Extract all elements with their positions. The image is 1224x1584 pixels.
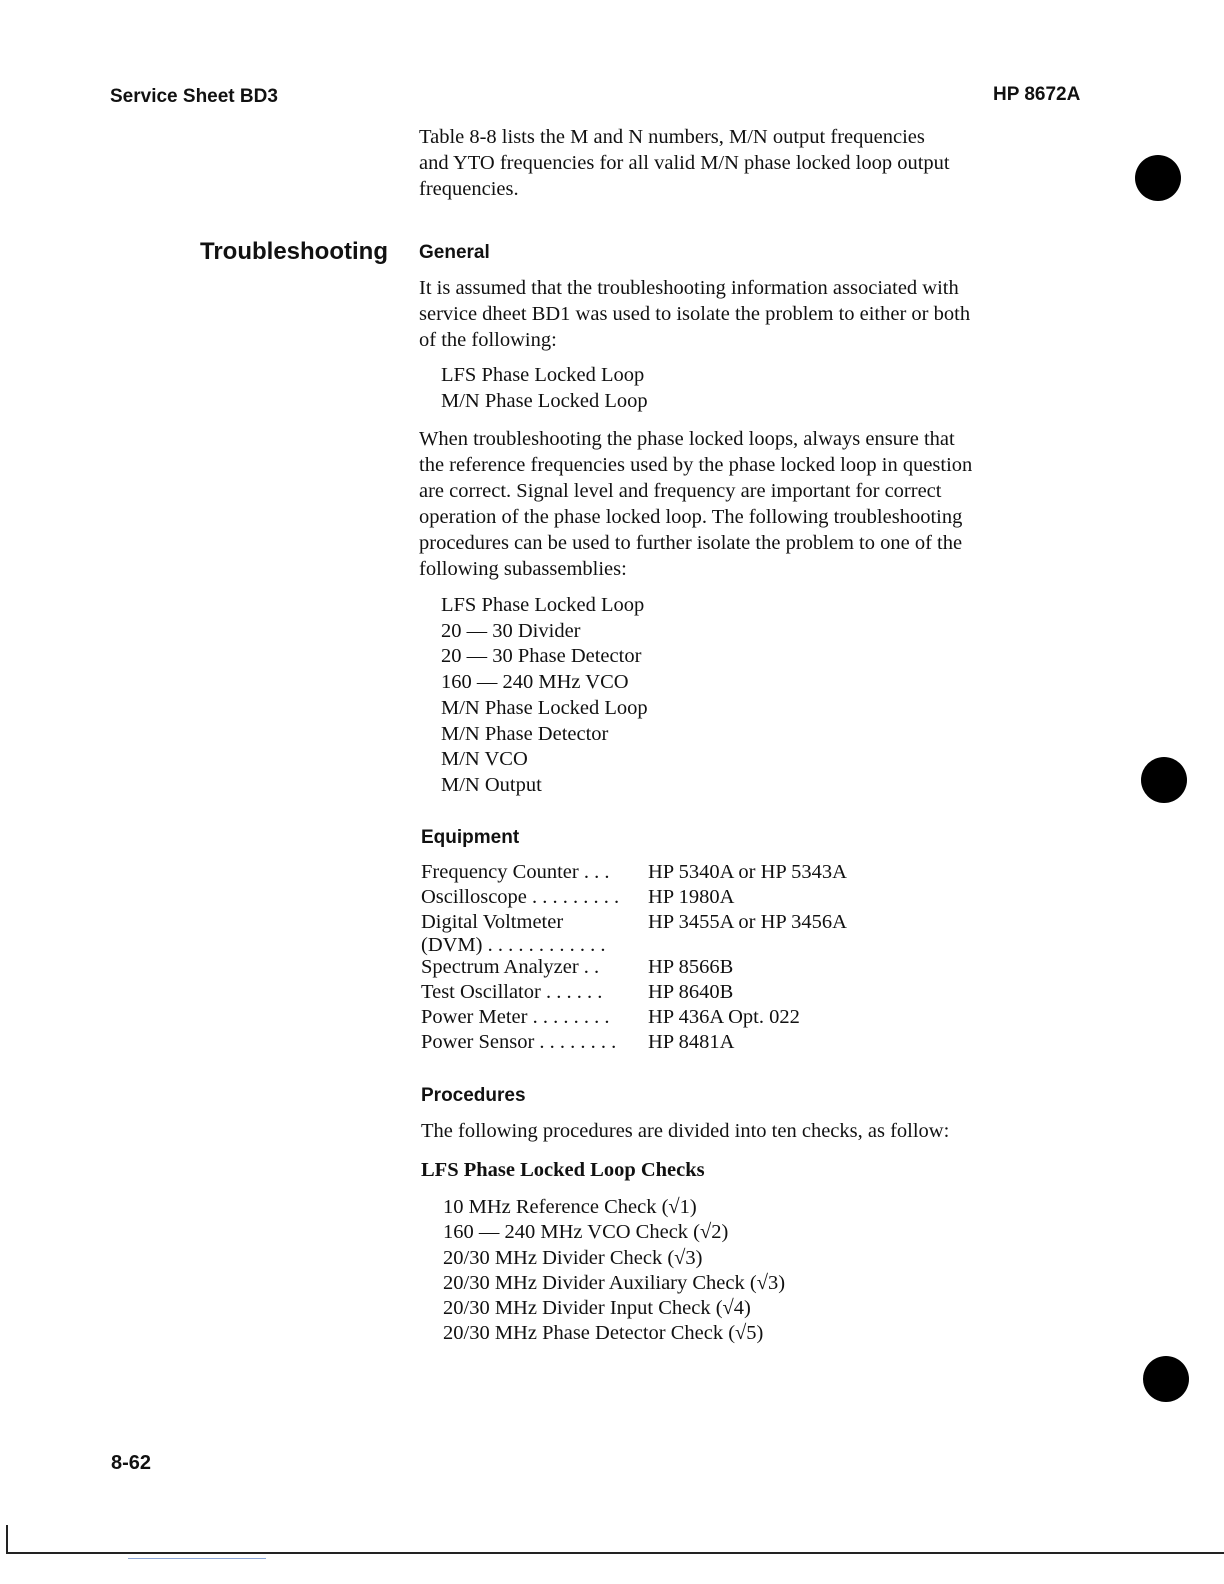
scan-line (128, 1558, 266, 1559)
list-item: M/N VCO (441, 748, 528, 771)
procedures-heading: Procedures (421, 1085, 526, 1106)
intro-line: Table 8-8 lists the M and N numbers, M/N output frequencies (419, 126, 925, 148)
check-item: 20/30 MHz Divider Check (√3) (443, 1246, 703, 1269)
procedures-intro: The following procedures are divided into ten checks, as follow: (421, 1120, 950, 1142)
equipment-model: HP 436A Opt. 022 (648, 1006, 800, 1028)
paragraph-line: following subassemblies: (419, 558, 627, 580)
equipment-model: HP 3455A or HP 3456A (648, 911, 847, 933)
paragraph-line: It is assumed that the troubleshooting information associated with (419, 277, 959, 299)
general-heading: General (419, 242, 490, 263)
equipment-name: Power Meter . . . . . . . . (421, 1006, 610, 1028)
paragraph-line: are correct. Signal level and frequency are important for correct (419, 480, 942, 502)
list-item: M/N Phase Locked Loop (441, 696, 648, 719)
procedures-subheading: LFS Phase Locked Loop Checks (421, 1159, 705, 1181)
section-title: Troubleshooting (200, 238, 388, 265)
equipment-model: HP 8481A (648, 1031, 735, 1053)
intro-line: frequencies. (419, 178, 519, 200)
general-list-1 (441, 363, 648, 414)
intro-line: and YTO frequencies for all valid M/N phase locked loop output (419, 152, 950, 174)
check-item: 160 — 240 MHz VCO Check (√2) (443, 1221, 729, 1244)
equipment-name: (DVM) . . . . . . . . . . . . (421, 934, 606, 956)
general-paragraph-1 (419, 275, 1079, 353)
paragraph-line: the reference frequencies used by the phase locked loop in question (419, 454, 973, 476)
list-item: M/N Phase Detector (441, 722, 609, 745)
equipment-heading: Equipment (421, 827, 520, 848)
binder-hole (1135, 155, 1181, 201)
header-right-model: HP 8672A (993, 84, 1081, 105)
list-item: M/N Phase Locked Loop (441, 389, 648, 412)
list-item: M/N Output (441, 773, 542, 796)
paragraph-line: operation of the phase locked loop. The following troubleshooting (419, 506, 963, 528)
paragraph-line: service dheet BD1 was used to isolate the problem to either or both (419, 303, 971, 325)
equipment-name: Digital Voltmeter (421, 911, 564, 933)
page-edge-mark (6, 1525, 8, 1553)
list-item: 20 — 30 Phase Detector (441, 645, 642, 668)
equipment-name: Frequency Counter . . . (421, 861, 610, 883)
check-item: 20/30 MHz Divider Auxiliary Check (√3) (443, 1271, 786, 1294)
list-item: 160 — 240 MHz VCO (441, 671, 629, 694)
bottom-rule (6, 1552, 1224, 1554)
equipment-name: Test Oscillator . . . . . . (421, 981, 603, 1003)
equipment-model: HP 8566B (648, 956, 734, 978)
equipment-model: HP 8640B (648, 981, 734, 1003)
subassembly-list (441, 593, 648, 799)
header-left-title: Service Sheet BD3 (110, 86, 278, 107)
paragraph-line: of the following: (419, 329, 557, 351)
binder-hole (1141, 757, 1187, 803)
equipment-model: HP 1980A (648, 886, 735, 908)
list-item: LFS Phase Locked Loop (441, 594, 645, 616)
paragraph-line: When troubleshooting the phase locked loops, always ensure that (419, 428, 955, 450)
check-item: 20/30 MHz Phase Detector Check (√5) (443, 1322, 764, 1345)
check-item: 10 MHz Reference Check (√1) (443, 1196, 697, 1218)
check-item: 20/30 MHz Divider Input Check (√4) (443, 1297, 751, 1320)
equipment-name: Oscilloscope . . . . . . . . . (421, 886, 620, 908)
checks-list (443, 1195, 785, 1347)
intro-paragraph (419, 124, 1079, 202)
general-paragraph-2 (419, 426, 1079, 582)
equipment-name: Spectrum Analyzer . . (421, 956, 600, 978)
list-item: 20 — 30 Divider (441, 619, 581, 642)
paragraph-line: procedures can be used to further isolate the problem to one of the (419, 532, 963, 554)
equipment-name: Power Sensor . . . . . . . . (421, 1031, 617, 1053)
list-item: LFS Phase Locked Loop (441, 364, 645, 386)
equipment-model: HP 5340A or HP 5343A (648, 861, 847, 883)
binder-hole (1143, 1356, 1189, 1402)
page-number: 8-62 (111, 1452, 152, 1474)
